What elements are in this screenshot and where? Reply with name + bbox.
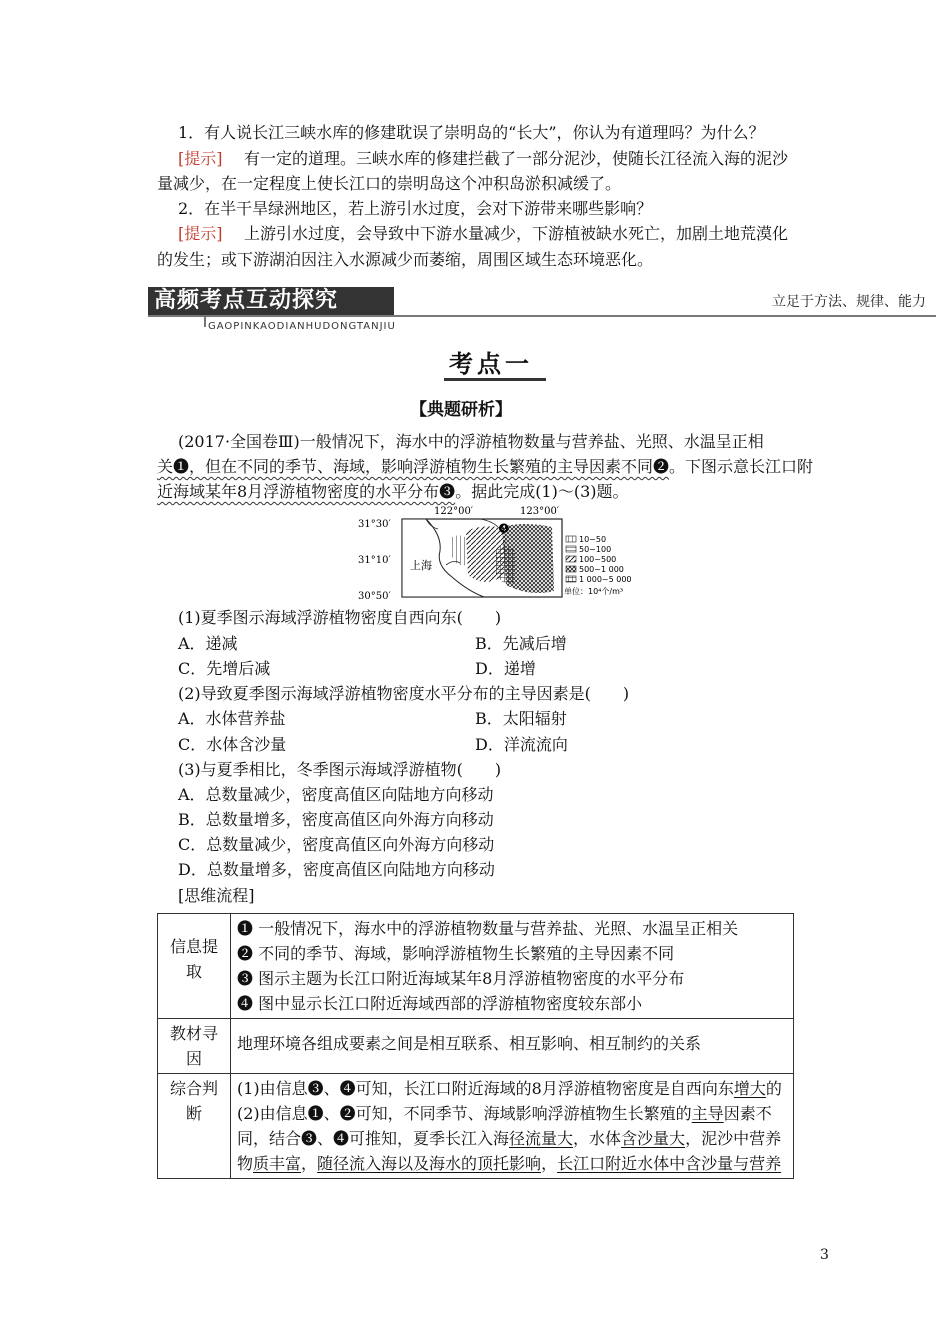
q3-option-b: B．总数量增多，密度高值区向外海方向移动	[178, 810, 494, 829]
row-label-info: 信息提取	[158, 914, 231, 1019]
thinking-flow-table	[157, 913, 794, 1179]
q1-option-d: D．递增	[475, 659, 536, 678]
judgement-p2-d: ，泥沙中营养物	[237, 1129, 782, 1173]
info-item-2: ❷ 不同的季节、海域，影响浮游植物生长繁殖的主导因素不同	[237, 944, 675, 963]
row-info-items	[231, 914, 794, 1019]
q2-option-c: C．水体含沙量	[178, 735, 287, 754]
info-item-1: ❶ 一般情况下，海水中的浮游植物数量与营养盐、光照、水温呈正相关	[237, 919, 739, 938]
judgement-p2	[237, 1101, 787, 1176]
answer-2-line1: 上游引水过度，会导致中下游水量减少，下游植被缺水死亡，加剧土地荒漠化	[244, 224, 789, 243]
q3-option-a: A．总数量减少，密度高值区向陆地方向移动	[178, 785, 494, 804]
lat-label-2: 31°10′	[358, 555, 391, 566]
judgement-p2-u5: 随径流入海以及海水的顶托影响	[317, 1154, 542, 1173]
q2-stem: (2)导致夏季图示海域浮游植物密度水平分布的主导因素是( )	[178, 684, 630, 703]
q1-option-c: C．先增后减	[178, 659, 271, 678]
q2-option-a: A．水体营养盐	[178, 709, 286, 728]
question-2: 2．在半干旱绿洲地区，若上游引水过度，会对下游带来哪些影响？	[178, 199, 653, 218]
row-textbook-text: 地理环境各组成要素之间是相互联系、相互影响、相互制约的关系	[231, 1019, 794, 1074]
legend-item-5: 1 000~5 000	[579, 575, 632, 584]
banner-subtitle: GAOPINKAODIANHUDONGTANJIU	[208, 321, 396, 332]
hint-label-2: [提示]	[178, 224, 223, 243]
row-label-textbook: 教材寻因	[158, 1019, 231, 1074]
judgement-p2-u6: 长江口附近水体中含沙量与营养	[557, 1154, 782, 1173]
answer-1-line1: 有一定的道理。三峡水库的修建拦截了一部分泥沙，使随长江径流入海的泥沙	[244, 149, 789, 168]
banner-title: 高频考点互动探究	[148, 287, 394, 315]
banner-rule	[148, 315, 936, 317]
subsection-title: 【典题研析】	[410, 400, 512, 420]
question-1: 1．有人说长江三峡水库的修建耽误了崇明岛的“长大”，你认为有道理吗？为什么？	[178, 123, 765, 142]
row-judgement-text	[231, 1074, 794, 1179]
stem-line2-rest: 。下图示意长江口附	[669, 457, 814, 476]
banner-right-text: 立足于方法、规律、能力	[772, 294, 926, 310]
q2-option-d: D．洋流流向	[475, 735, 568, 754]
judgement-p1-b: 的	[765, 1079, 782, 1098]
banner-hook	[204, 315, 206, 327]
stem-line3-rest: 。据此完成(1)～(3)题。	[455, 482, 629, 501]
judgement-p2-e: ，	[301, 1154, 318, 1173]
lat-label-3: 30°50′	[358, 591, 391, 602]
answer-1-line2: 量减少，在一定程度上使长江口的崇明岛这个冲积岛淤积减缓了。	[157, 174, 622, 193]
plankton-density-map	[356, 505, 636, 603]
stem-line2	[157, 455, 813, 479]
judgement-p2-u2: 径流量大	[509, 1129, 574, 1148]
place-label: 上海	[410, 559, 432, 572]
judgement-p1-underlined: 增大	[733, 1079, 766, 1098]
stem-line2-marked: 关❶，但在不同的季节、海域，影响浮游植物生长繁殖的主导因素不同❷	[157, 457, 670, 476]
stem-line1: (2017·全国卷Ⅲ)一般情况下，海水中的浮游植物数量与营养盐、光照、水温呈正相	[178, 432, 764, 451]
answer-2-line2: 的发生；或下游湖泊因注入水源减少而萎缩，周围区域生态环境恶化。	[157, 250, 654, 269]
q3-stem: (3)与夏季相比，冬季图示海域浮游植物( )	[178, 760, 502, 779]
lat-label-1: 31°30′	[358, 519, 391, 530]
flow-label: [思维流程]	[178, 886, 255, 905]
judgement-p2-b: 因素不同，结合❸、❹可推知，夏季长江入海	[237, 1104, 772, 1148]
page-number: 3	[820, 1247, 829, 1263]
judgement-p2-c: ，水体	[573, 1129, 622, 1148]
q3-option-d: D．总数量增多，密度高值区向陆地方向移动	[178, 860, 495, 879]
judgement-p1-a: (1)由信息❸、❹可知，长江口附近海域的8月浮游植物密度是自西向东	[237, 1079, 734, 1098]
legend-item-2: 50~100	[579, 545, 612, 554]
section-title-underline	[444, 378, 546, 381]
judgement-p2-u3: 含沙量大	[621, 1129, 686, 1148]
marker-4: ❹	[498, 522, 510, 537]
hint-label-1: [提示]	[178, 149, 223, 168]
judgement-p1	[237, 1076, 787, 1101]
section-title: 考点一	[449, 350, 533, 378]
lon-label-1: 122°00′	[434, 506, 474, 517]
section-banner	[148, 287, 936, 332]
q1-stem: (1)夏季图示海域浮游植物密度自西向东( )	[178, 608, 502, 627]
judgement-p2-u1: 主导	[691, 1104, 724, 1123]
lon-label-2: 123°00′	[520, 506, 560, 517]
legend-item-4: 500~1 000	[579, 565, 624, 574]
q1-option-a: A．递减	[178, 634, 238, 653]
stem-line3	[157, 480, 629, 504]
info-item-3: ❸ 图示主题为长江口附近海域某年8月浮游植物密度的水平分布	[237, 969, 685, 988]
judgement-p2-f: ，	[541, 1154, 558, 1173]
q1-option-b: B．先减后增	[475, 634, 567, 653]
legend-item-1: 10~50	[579, 535, 607, 544]
legend-item-3: 100~500	[579, 555, 617, 564]
judgement-p2-a: (2)由信息❶、❷可知，不同季节、海域影响浮游植物生长繁殖的	[237, 1104, 692, 1123]
q3-option-c: C．总数量减少，密度高值区向外海方向移动	[178, 835, 495, 854]
info-item-4: ❹ 图中显示长江口附近海域西部的浮游植物密度较东部小	[237, 994, 643, 1013]
q2-option-b: B．太阳辐射	[475, 709, 567, 728]
stem-line3-marked: 近海域某年8月浮游植物密度的水平分布❸	[157, 482, 456, 501]
row-label-judgement: 综合判断	[158, 1074, 231, 1179]
legend-unit: 单位：10⁴个/m³	[564, 587, 624, 596]
judgement-p2-u4: 质丰富	[253, 1154, 302, 1173]
